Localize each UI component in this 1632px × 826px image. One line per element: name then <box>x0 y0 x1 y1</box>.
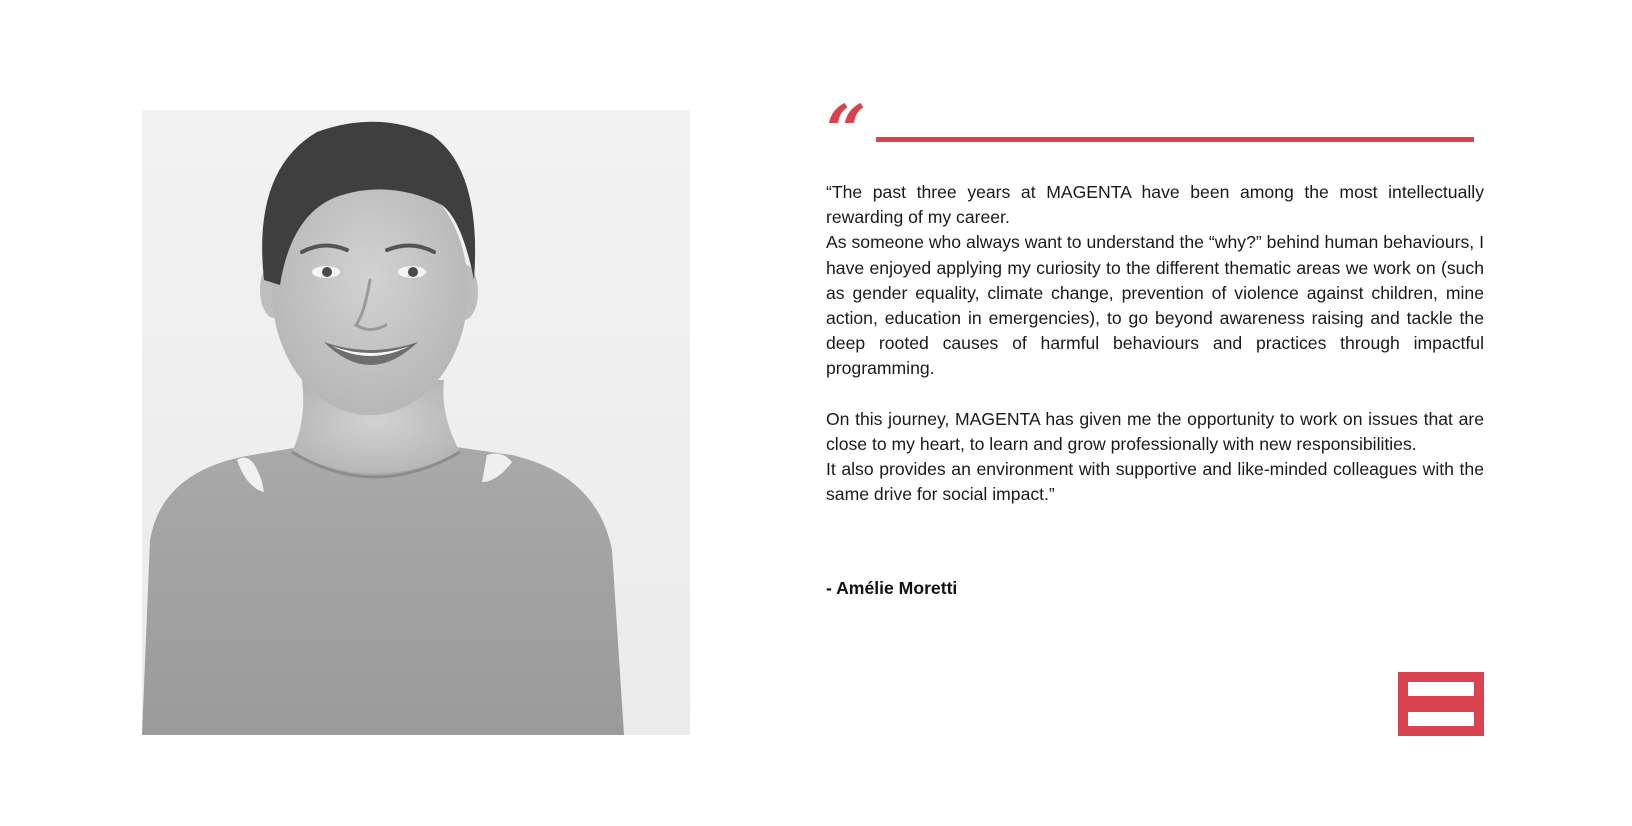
quote-line: It also provides an environment with supportive and like-minded colleagues with the same drive for social impact.” <box>826 459 1484 505</box>
quote-line: As someone who always want to understand the “why?” behind human behaviours, I have enjoyed applying my curiosity to the different thematic areas we work on (such as gender equality, climate change, prevention of violence against children, mine action, education in emergencies), to go beyond awareness raising and tackle the deep rooted causes of harmful behaviours and practices through impactful programming. <box>826 232 1484 379</box>
author-name: - Amélie Moretti <box>826 578 958 598</box>
quote-line: “The past three years at MAGENTA have been among the most intellectually rewarding of my career. <box>826 182 1484 228</box>
portrait-photo <box>142 110 690 735</box>
testimonial-quote <box>826 180 1484 508</box>
quote-header <box>826 89 1476 172</box>
equals-logo-icon <box>1398 672 1484 736</box>
quote-line: On this journey, MAGENTA has given me the opportunity to work on issues that are close to my heart, to learn and grow professionally with new responsibilities. <box>826 408 1484 455</box>
quote-mark-icon: “ <box>826 89 867 172</box>
portrait-illustration <box>142 110 690 735</box>
quote-divider <box>876 137 1474 142</box>
